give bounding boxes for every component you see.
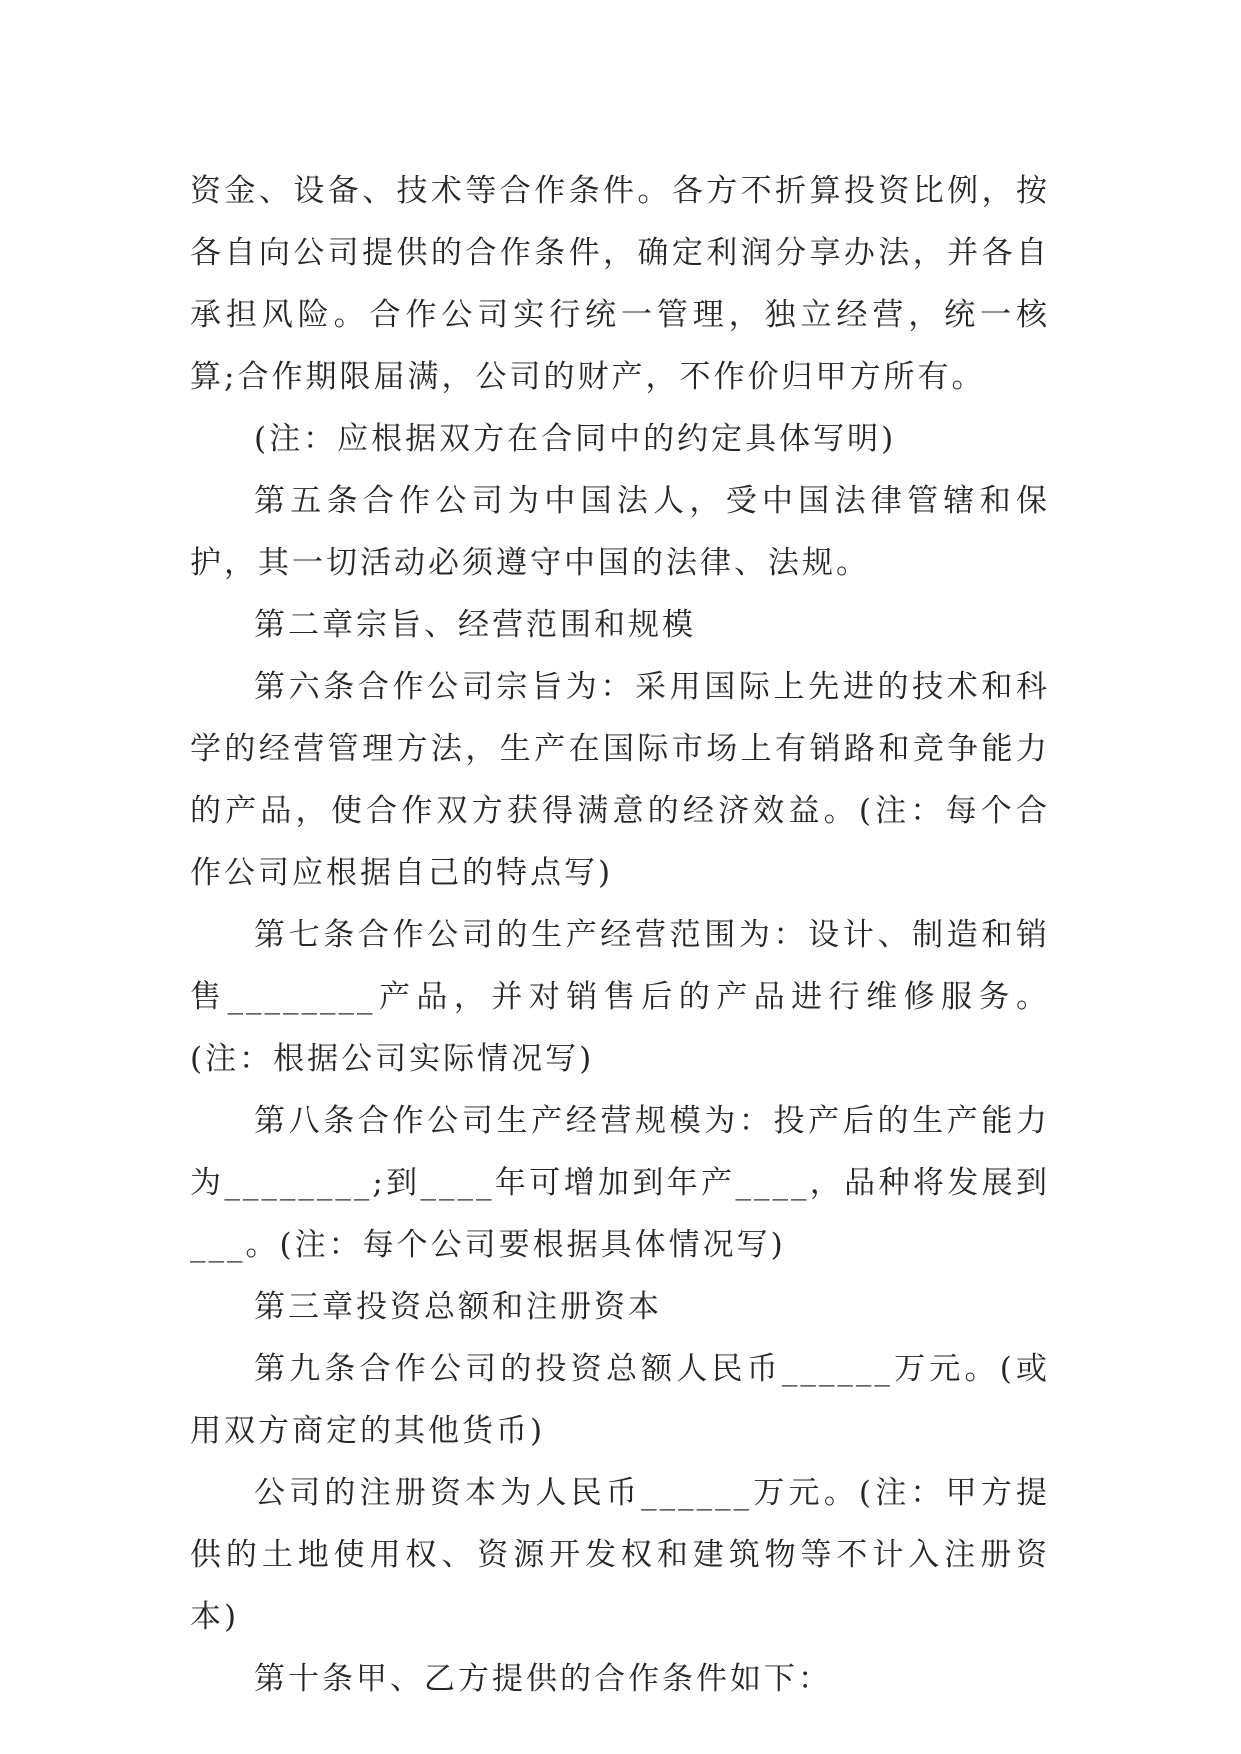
paragraph-article-7: 第七条合作公司的生产经营范围为：设计、制造和销售________产品，并对销售后的产品进行维修服务。(注：根据公司实际情况写): [190, 917, 1050, 1077]
document-body: [190, 160, 1050, 1710]
chapter-2-heading: 第二章宗旨、经营范围和规模: [254, 607, 696, 643]
paragraph-cooperation-terms: 资金、设备、技术等合作条件。各方不折算投资比例，按各自向公司提供的合作条件，确定利润分享办法，并各自承担风险。合作公司实行统一管理，独立经营，统一核算;合作期限届满，公司的财产，不作价归甲方所有。: [190, 173, 1050, 395]
paragraph-article-6: 第六条合作公司宗旨为：采用国际上先进的技术和科学的经营管理方法，生产在国际市场上有销路和竞争能力的产品，使合作双方获得满意的经济效益。(注：每个合作公司应根据自己的特点写): [190, 669, 1050, 891]
paragraph-article-9: 第九条合作公司的投资总额人民币______万元。(或用双方商定的其他货币): [190, 1351, 1050, 1449]
paragraph-note-agreement: (注：应根据双方在合同中的约定具体写明): [254, 421, 897, 457]
paragraph-article-8: 第八条合作公司生产经营规模为：投产后的生产能力为________;到____年可增加到年产____，品种将发展到___。(注：每个公司要根据具体情况写): [190, 1103, 1050, 1263]
paragraph-article-5: 第五条合作公司为中国法人，受中国法律管辖和保护，其一切活动必须遵守中国的法律、法规。: [190, 483, 1050, 581]
paragraph-registered-capital: 公司的注册资本为人民币______万元。(注：甲方提供的土地使用权、资源开发权和建筑物等不计入注册资本): [190, 1475, 1050, 1635]
paragraph-article-10: 第十条甲、乙方提供的合作条件如下：: [254, 1661, 832, 1697]
chapter-3-heading: 第三章投资总额和注册资本: [254, 1289, 662, 1325]
